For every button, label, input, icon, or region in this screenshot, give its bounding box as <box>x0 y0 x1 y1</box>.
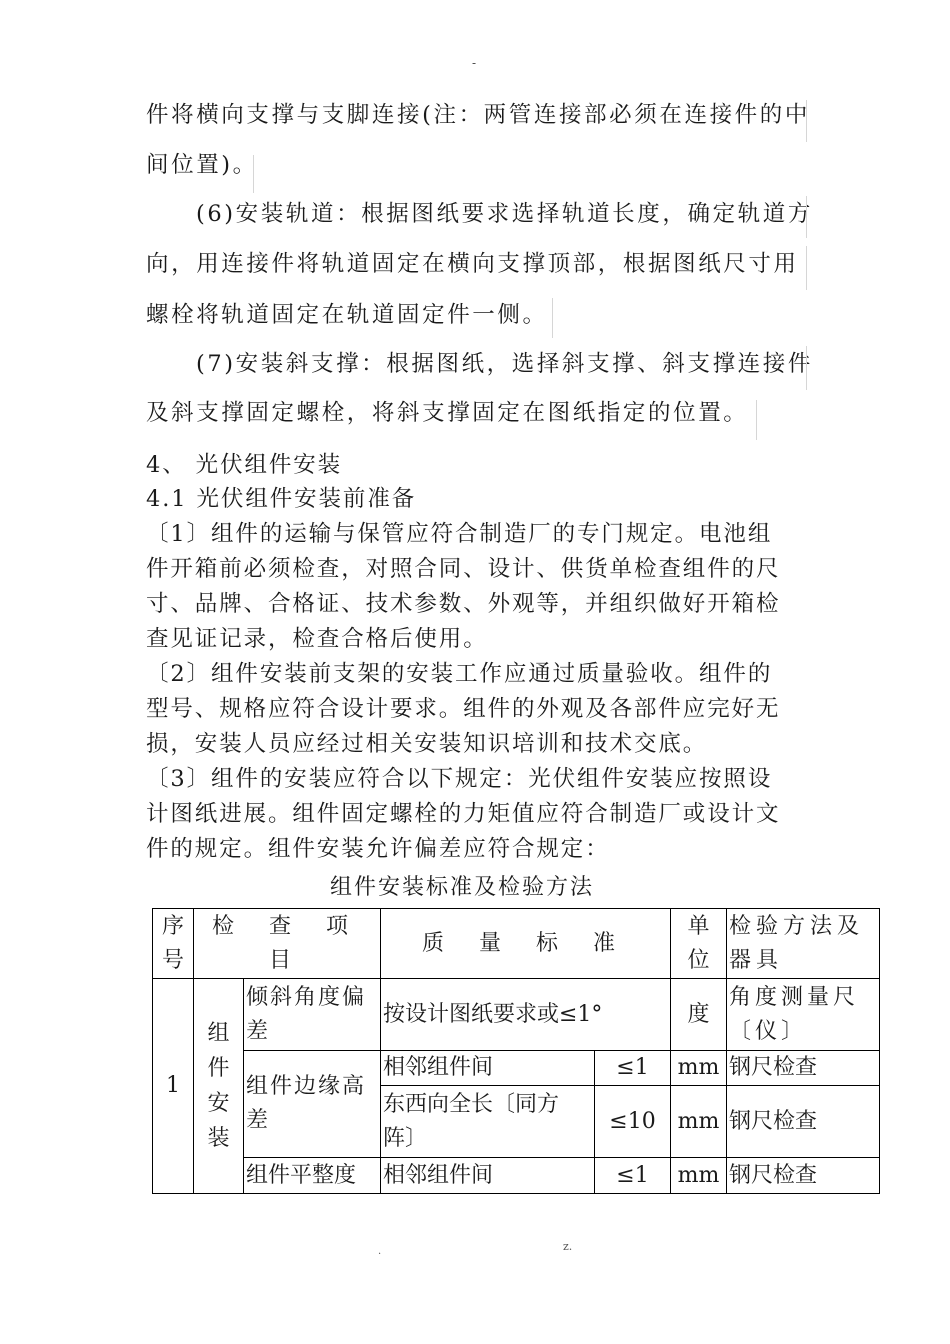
header-mark: - <box>472 56 477 70</box>
cell-method: 钢尺检查 <box>727 1158 880 1194</box>
cell-sub-item: 组件平整度 <box>244 1158 381 1194</box>
list-item-line: 〔1〕组件的运输与保管应符合制造厂的专门规定。电池组 <box>146 521 773 547</box>
list-item-line: 〔2〕组件安装前支架的安装工作应通过质量验收。组件的 <box>146 661 773 687</box>
header-method: 检验方法及器具 <box>727 909 880 979</box>
cell-sub-item: 组件边缘高差 <box>244 1051 381 1158</box>
text-frame-line <box>806 246 807 290</box>
list-item-line: 件开箱前必须检查，对照合同、设计、供货单检查组件的尺 <box>146 556 781 582</box>
paragraph-line: (7)安装斜支撑：根据图纸，选择斜支撑、斜支撑连接件 <box>196 351 813 377</box>
table-row <box>153 1158 880 1194</box>
footer-right-mark: z. <box>563 1240 573 1253</box>
cell-unit: mm <box>671 1086 727 1158</box>
text-frame-line <box>253 155 254 193</box>
table-header-row <box>153 909 880 979</box>
paragraph-line: (6)安装轨道：根据图纸要求选择轨道长度，确定轨道方 <box>196 201 813 227</box>
text-frame-line <box>552 298 553 338</box>
paragraph-line: 间位置)。 <box>146 152 258 178</box>
cell-method: 钢尺检查 <box>727 1051 880 1086</box>
cell-method: 角度测量尺〔仪〕 <box>727 979 880 1051</box>
cell-standard: 东西向全长〔同方阵〕 <box>381 1086 595 1158</box>
paragraph-line: 件将横向支撑与支脚连接(注：两管连接部必须在连接件的中 <box>146 102 810 128</box>
cell-limit: ≤1 <box>595 1158 671 1194</box>
cell-unit: 度 <box>671 979 727 1051</box>
header-seq: 序号 <box>153 909 194 979</box>
list-item-line: 件的规定。组件安装允许偏差应符合规定： <box>146 836 610 862</box>
header-standard: 质 量 标 准 <box>381 909 671 979</box>
list-item-line: 〔3〕组件的安装应符合以下规定：光伏组件安装应按照设 <box>146 766 773 792</box>
list-item-line: 型号、规格应符合设计要求。组件的外观及各部件应完好无 <box>146 696 781 722</box>
section-heading-4: 4、 光伏组件安装 <box>146 452 343 478</box>
cell-seq: 1 <box>153 979 194 1194</box>
cell-method: 钢尺检查 <box>727 1086 880 1158</box>
text-frame-line <box>756 400 757 440</box>
list-item-line: 寸、品牌、合格证、技术参数、外观等，并组织做好开箱检 <box>146 591 781 617</box>
text-frame-line <box>806 346 807 390</box>
list-item-line: 查见证记录，检查合格后使用。 <box>146 626 488 652</box>
cell-limit: ≤10 <box>595 1086 671 1158</box>
header-unit: 单位 <box>671 909 727 979</box>
inspection-table <box>152 908 880 1194</box>
header-item: 检 查 项 目 <box>194 909 381 979</box>
table-caption: 组件安装标准及检验方法 <box>330 875 595 900</box>
cell-group: 组件安装 <box>194 979 244 1194</box>
text-frame-line <box>806 196 807 238</box>
paragraph-line: 螺栓将轨道固定在轨道固定件一侧。 <box>146 302 548 328</box>
cell-standard: 相邻组件间 <box>381 1158 595 1194</box>
table-row <box>153 1051 880 1086</box>
paragraph-line: 向，用连接件将轨道固定在横向支撑顶部，根据图纸尺寸用 <box>146 251 799 277</box>
text-frame-line <box>806 100 807 142</box>
table-row <box>153 979 880 1051</box>
section-heading-4-1: 4.1 光伏组件安装前准备 <box>146 486 417 512</box>
cell-standard: 相邻组件间 <box>381 1051 595 1086</box>
list-item-line: 计图纸进展。组件固定螺栓的力矩值应符合制造厂或设计文 <box>146 801 781 827</box>
list-item-line: 损，安装人员应经过相关安装知识培训和技术交底。 <box>146 731 708 757</box>
cell-unit: mm <box>671 1158 727 1194</box>
cell-unit: mm <box>671 1051 727 1086</box>
paragraph-line: 及斜支撑固定螺栓，将斜支撑固定在图纸指定的位置。 <box>146 400 749 426</box>
cell-limit: ≤1 <box>595 1051 671 1086</box>
cell-sub-item: 倾斜角度偏差 <box>244 979 381 1051</box>
cell-standard: 按设计图纸要求或≤1° <box>381 979 671 1051</box>
footer-left-mark: . <box>378 1246 382 1257</box>
